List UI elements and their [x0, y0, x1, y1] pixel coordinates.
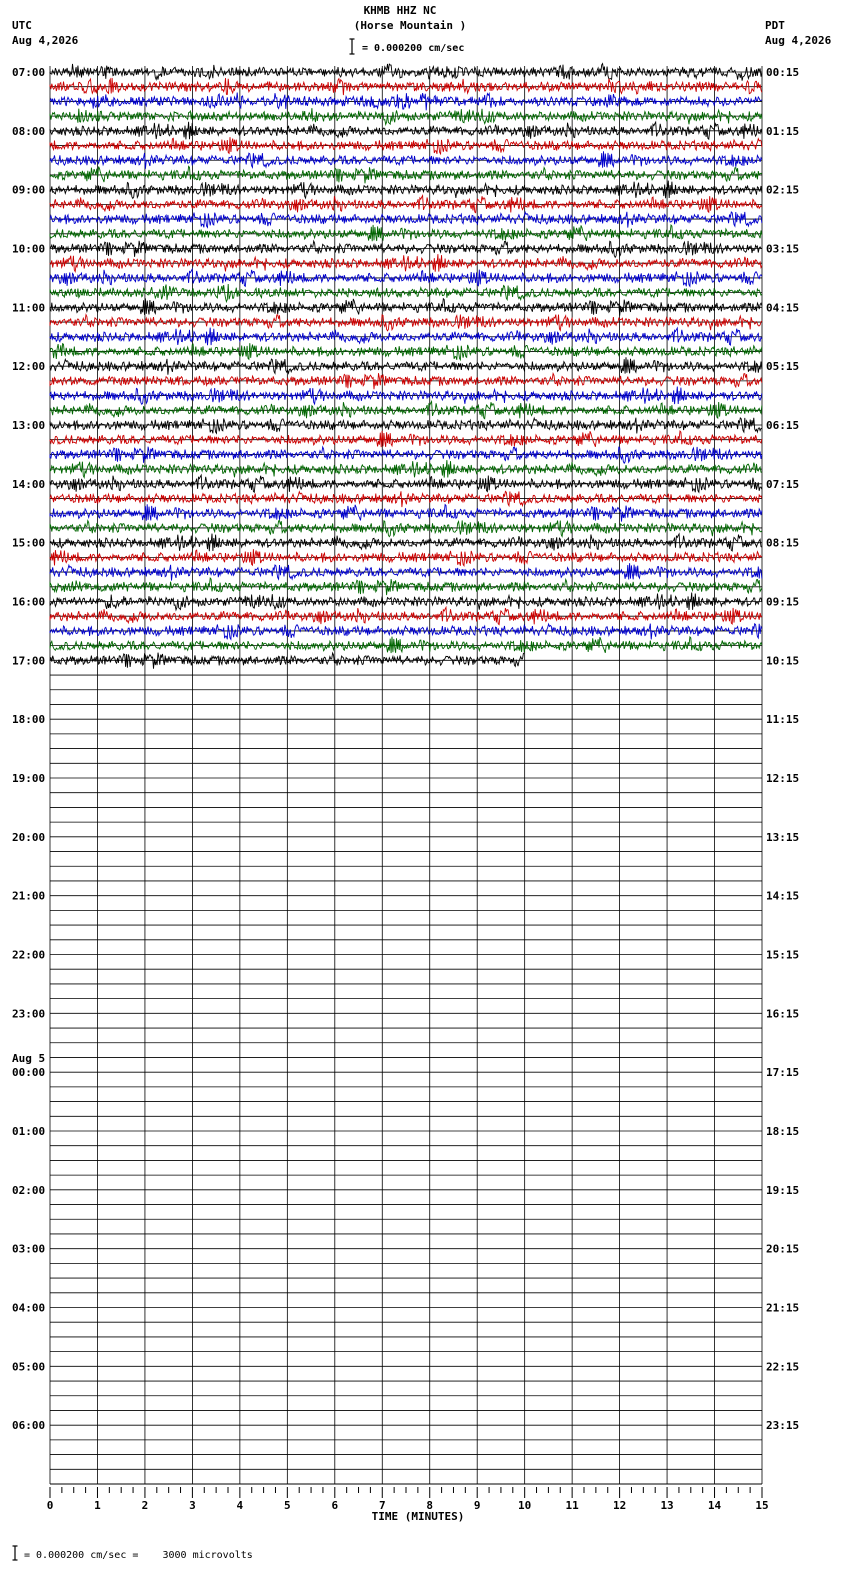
utc-hour-label: 14:00	[12, 477, 46, 491]
utc-hour-label: 13:00	[12, 419, 46, 432]
right-timezone: PDT	[765, 19, 785, 32]
x-tick-label: 0	[46, 1499, 54, 1512]
pdt-hour-label: 07:15	[766, 477, 800, 491]
pdt-hour-label: 20:15	[766, 1242, 800, 1256]
utc-hour-label: 02:00	[12, 1183, 46, 1197]
x-tick-label: 1	[94, 1499, 101, 1512]
seismic-trace	[50, 447, 762, 464]
utc-hour-label: 06:00	[12, 1419, 46, 1433]
utc-hour-label: 10:00	[12, 242, 46, 256]
pdt-hour-label: 06:15	[766, 419, 800, 432]
station-location: (Horse Mountain )	[353, 19, 467, 32]
pdt-hour-label: 13:15	[766, 830, 800, 844]
seismic-trace	[50, 241, 762, 257]
pdt-hour-label: 14:15	[766, 889, 800, 903]
seismic-trace	[50, 418, 762, 434]
pdt-hour-label: 22:15	[766, 1360, 800, 1374]
seismic-trace	[50, 491, 762, 507]
pdt-hour-label: 12:15	[766, 772, 800, 785]
seismic-trace	[50, 637, 762, 653]
right-date: Aug 4,2026	[765, 34, 832, 47]
date-change-label: Aug 5	[12, 1052, 46, 1066]
x-tick-label: 11	[565, 1499, 579, 1512]
x-tick-label: 14	[707, 1499, 722, 1512]
x-tick-label: 10	[518, 1499, 532, 1512]
pdt-hour-label: 17:15	[766, 1066, 800, 1080]
x-tick-label: 5	[284, 1499, 291, 1512]
pdt-hour-label: 23:15	[766, 1419, 800, 1433]
station-title: KHMB HHZ NC	[363, 4, 437, 17]
header-scale-bar	[350, 39, 355, 54]
pdt-hour-label: 03:15	[766, 242, 800, 256]
pdt-hour-label: 10:15	[766, 654, 800, 668]
pdt-hour-label: 04:15	[766, 301, 800, 315]
pdt-hour-label: 16:15	[766, 1007, 800, 1021]
utc-hour-label: 12:00	[12, 360, 46, 374]
pdt-hour-label: 00:15	[766, 66, 800, 79]
left-date: Aug 4,2026	[12, 34, 79, 47]
utc-hour-label: 18:00	[12, 713, 46, 727]
x-tick-label: 3	[189, 1499, 196, 1512]
utc-hour-label: 03:00	[12, 1242, 46, 1256]
x-tick-label: 15	[755, 1499, 769, 1512]
utc-hour-label: 00:00	[12, 1066, 46, 1080]
pdt-hour-label: 09:15	[766, 595, 800, 609]
time-axis	[47, 1484, 769, 1523]
pdt-hour-label: 08:15	[766, 536, 800, 550]
utc-hour-label: 08:00	[12, 124, 46, 138]
pdt-hour-label: 19:15	[766, 1183, 800, 1197]
seismic-trace	[50, 475, 762, 492]
footer-scale-bar	[13, 1546, 18, 1560]
left-timezone: UTC	[12, 19, 32, 32]
x-axis-title: TIME (MINUTES)	[371, 1510, 465, 1523]
utc-hour-label: 01:00	[12, 1125, 46, 1138]
pdt-hour-label: 21:15	[766, 1301, 800, 1315]
seismic-trace	[50, 196, 762, 213]
x-tick-label: 7	[378, 1499, 386, 1512]
seismic-trace	[50, 520, 762, 536]
utc-hour-label: 11:00	[12, 301, 46, 315]
x-tick-label: 13	[660, 1499, 674, 1512]
x-tick-label: 4	[236, 1499, 244, 1512]
x-tick-label: 6	[331, 1499, 339, 1512]
x-tick-label: 8	[426, 1499, 434, 1512]
seismic-trace	[50, 431, 762, 447]
seismic-trace	[50, 225, 762, 241]
x-tick-label: 9	[473, 1499, 481, 1512]
utc-hour-label: 22:00	[12, 948, 46, 962]
x-tick-label: 2	[141, 1499, 149, 1512]
pdt-hour-label: 18:15	[766, 1125, 800, 1138]
scale-bars	[13, 39, 355, 1560]
pdt-hour-label: 05:15	[766, 360, 800, 374]
x-tick-label: 12	[612, 1499, 627, 1512]
pdt-hour-label: 01:15	[766, 124, 800, 138]
seismic-trace	[50, 315, 762, 331]
seismic-trace	[50, 212, 762, 228]
utc-hour-label: 19:00	[12, 772, 46, 785]
utc-hour-label: 04:00	[12, 1301, 46, 1315]
utc-hour-label: 23:00	[12, 1007, 46, 1021]
pdt-hour-label: 15:15	[766, 948, 800, 962]
pdt-hour-label: 11:15	[766, 713, 800, 727]
utc-hour-label: 16:00	[12, 595, 46, 609]
utc-hour-label: 09:00	[12, 183, 46, 197]
utc-hour-label: 17:00	[12, 654, 46, 668]
utc-hour-label: 07:00	[12, 66, 46, 79]
seismic-trace	[50, 624, 762, 640]
utc-hour-label: 20:00	[12, 830, 46, 844]
utc-hour-label: 05:00	[12, 1360, 46, 1374]
scale-label: = 0.000200 cm/sec	[362, 43, 465, 54]
utc-hour-label: 21:00	[12, 889, 46, 903]
utc-hour-label: 15:00	[12, 536, 46, 550]
footer-scale-note: = 0.000200 cm/sec = 3000 microvolts	[24, 1550, 253, 1561]
pdt-hour-label: 02:15	[766, 183, 800, 197]
